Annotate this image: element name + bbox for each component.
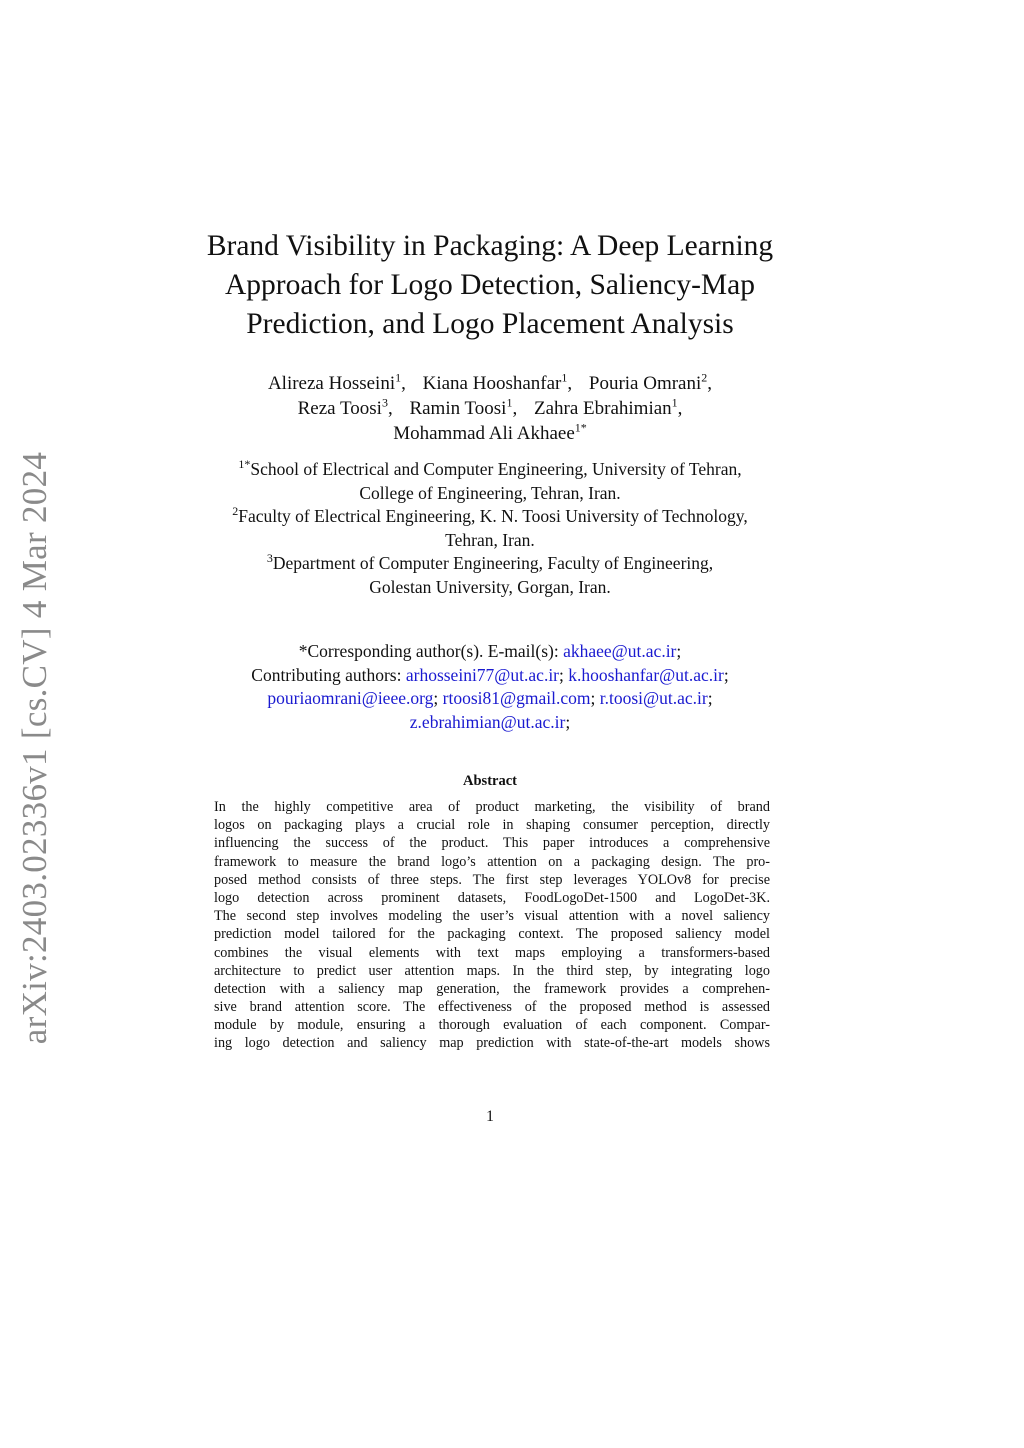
contributing-authors-line: Contributing authors: arhosseini77@ut.ac.ir; k.hooshanfar@ut.ac.ir; <box>251 664 729 685</box>
author-list <box>160 371 820 446</box>
affiliation-mark: 3 <box>266 551 273 566</box>
abstract-line: The second step involves modeling the user’s visual attention with a novel saliency <box>214 908 770 925</box>
author-name: Ramin Toosi <box>409 398 507 419</box>
author-row <box>160 396 820 421</box>
author <box>297 395 393 419</box>
author <box>533 395 683 419</box>
affiliation-mark: 1 <box>561 370 568 385</box>
email-link[interactable]: rtoosi81@gmail.com <box>442 688 591 708</box>
abstract-line: architecture to predict user attention maps. In the third step, by integrating logo <box>214 962 770 979</box>
abstract-line: framework to measure the brand logo’s attention on a packaging design. The pro- <box>214 853 770 870</box>
author-name: Zahra Ebrahimian <box>533 398 672 419</box>
author-row <box>160 371 820 396</box>
abstract-line: module by module, ensuring a thorough evaluation of each component. Compar- <box>214 1017 770 1034</box>
affiliation-line: College of Engineering, Tehran, Iran. <box>359 482 621 503</box>
email-link[interactable]: arhosseini77@ut.ac.ir <box>405 664 560 685</box>
email-link[interactable]: z.ebrahimian@ut.ac.ir <box>409 711 566 732</box>
abstract-line: posed method consists of three steps. The first step leverages YOLOv8 for precise <box>214 871 770 888</box>
author-row <box>160 421 820 446</box>
title-line: Approach for Logo Detection, Saliency-Map <box>224 269 755 301</box>
email-link[interactable]: k.hooshanfar@ut.ac.ir <box>568 664 724 685</box>
affiliation-text: School of Electrical and Computer Engineering, University of Tehran, <box>250 459 742 479</box>
author-name: Kiana Hooshanfar <box>422 373 562 394</box>
author <box>409 395 518 419</box>
author-name: Mohammad Ali Akhaee <box>393 423 575 444</box>
author-name: Alireza Hosseini <box>267 373 396 394</box>
abstract-line: ing logo detection and saliency map prediction with state-of-the-art models shows <box>214 1035 770 1052</box>
affiliation-mark: 1* <box>238 457 251 472</box>
author-name: Pouria Omrani <box>588 373 702 394</box>
author <box>588 370 713 394</box>
author-name: Reza Toosi <box>297 398 382 419</box>
affiliation-mark: 2 <box>232 504 239 519</box>
affiliation-line <box>140 458 840 482</box>
email-link[interactable]: r.toosi@ut.ac.ir <box>599 688 708 708</box>
affiliation-text: Department of Computer Engineering, Faculty of Engineering, <box>272 553 714 573</box>
corresponding-label: *Corresponding author(s). E-mail(s): <box>298 641 559 661</box>
author <box>267 370 406 394</box>
abstract-line: prediction model tailored for the packaging context. The proposed saliency model <box>214 926 770 943</box>
affiliation-line: Tehran, Iran. <box>445 529 535 550</box>
affiliation-mark: 2 <box>701 370 708 385</box>
corresponding-author-line: *Corresponding author(s). E-mail(s): akhaee@ut.ac.ir; <box>298 641 682 661</box>
abstract-heading: Abstract <box>463 773 517 789</box>
affiliation-list <box>140 458 840 599</box>
title-line: Prediction, and Logo Placement Analysis <box>246 308 734 340</box>
contributing-authors-line: z.ebrahimian@ut.ac.ir; <box>409 711 571 732</box>
affiliation-line <box>140 505 840 529</box>
contributing-authors-line: pouriaomrani@ieee.org; rtoosi81@gmail.com; r.toosi@ut.ac.ir; <box>267 688 713 708</box>
abstract-line: In the highly competitive area of product marketing, the visibility of brand <box>214 799 770 815</box>
separator: , <box>567 373 573 394</box>
arxiv-identifier-stamp: arXiv:2403.02336v1 [cs.CV] 4 Mar 2024 <box>15 451 54 1045</box>
abstract-line: logos on packaging plays a crucial role in shaping consumer perception, directly <box>214 817 770 834</box>
separator: , <box>677 398 683 419</box>
separator: , <box>387 398 393 419</box>
correspondence-block <box>140 640 840 734</box>
affiliation-line: Golestan University, Gorgan, Iran. <box>369 576 611 597</box>
email-link[interactable]: akhaee@ut.ac.ir <box>563 641 677 661</box>
abstract-body <box>214 798 770 1053</box>
affiliation-mark: 1 <box>671 395 678 410</box>
affiliation-mark: 1 <box>395 370 402 385</box>
separator: , <box>401 373 406 394</box>
affiliation-line <box>140 552 840 576</box>
separator: , <box>512 398 518 419</box>
author <box>393 420 587 444</box>
author <box>422 370 573 394</box>
affiliation-mark: 1 <box>506 395 513 410</box>
affiliation-text: Faculty of Electrical Engineering, K. N. Toosi University of Technology, <box>238 506 748 526</box>
affiliation-mark: 1* <box>574 420 587 435</box>
title-line: Brand Visibility in Packaging: A Deep Learning <box>206 230 774 262</box>
abstract-line: sive brand attention score. The effectiveness of the proposed method is assessed <box>214 999 770 1016</box>
affiliation-mark: 3 <box>381 395 388 410</box>
abstract-line: combines the visual elements with text maps employing a transformers-based <box>214 944 770 961</box>
abstract-line: logo detection across prominent datasets, FoodLogoDet-1500 and LogoDet-3K. <box>214 889 770 906</box>
separator: , <box>707 373 713 394</box>
contributing-label: Contributing authors: <box>251 664 402 685</box>
page-number: 1 <box>486 1108 494 1125</box>
abstract-line: detection with a saliency map generation, the framework provides a comprehen- <box>214 980 770 997</box>
paper-title <box>180 227 800 344</box>
email-link[interactable]: pouriaomrani@ieee.org <box>267 688 434 708</box>
abstract-line: influencing the success of the product. This paper introduces a comprehensive <box>214 835 770 852</box>
